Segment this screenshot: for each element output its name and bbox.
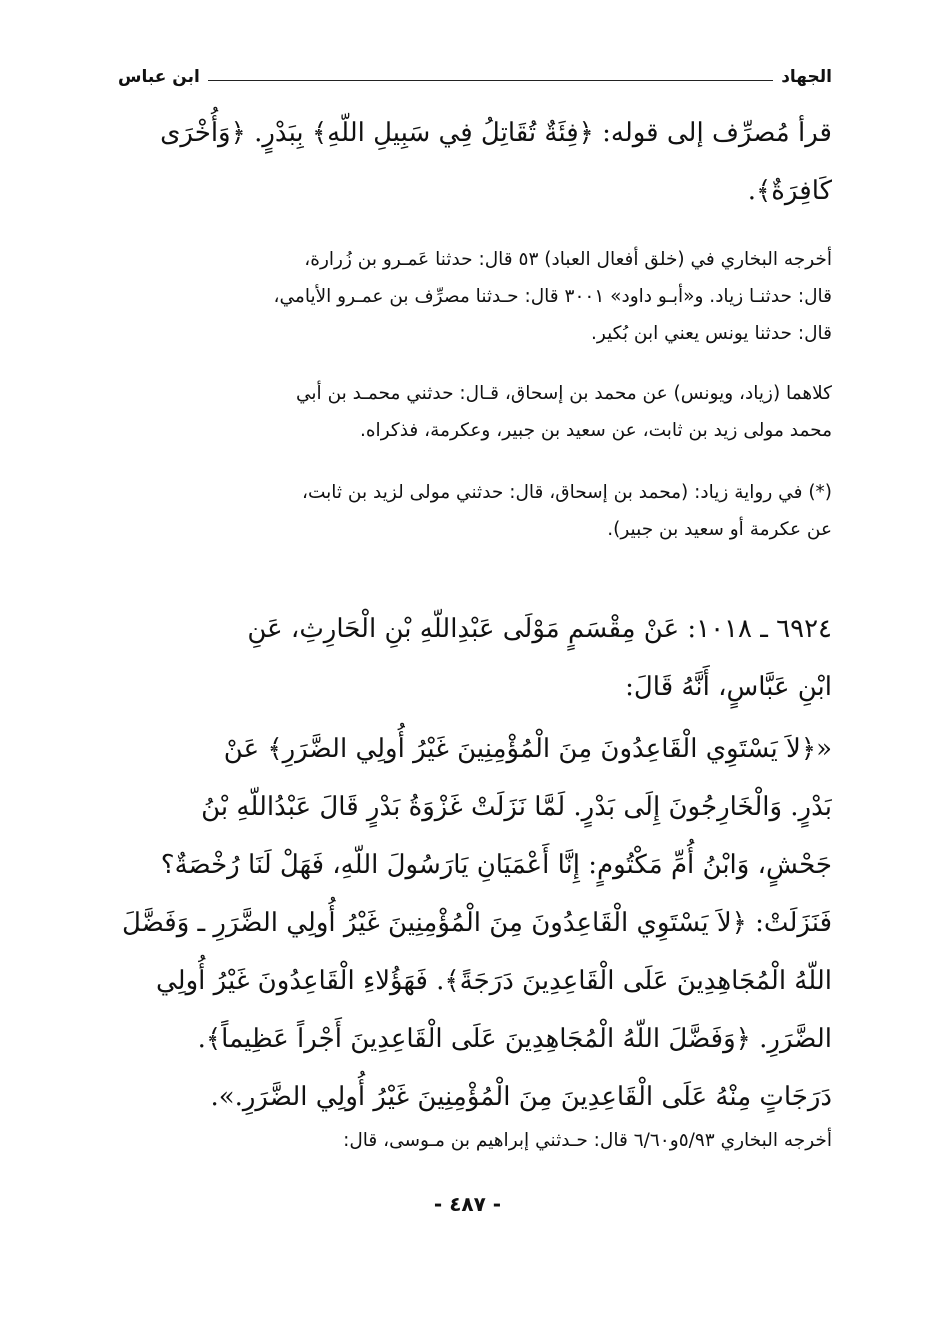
hadith-intro-line: ابْنِ عَبَّاسٍ، أَنَّهُ قَالَ: [625, 672, 832, 702]
footnote-line: عن عكرمة أو سعيد بن جبير). [607, 519, 832, 540]
footnote-line: (*) في رواية زياد: (محمد بن إسحاق، قال: حدثني مولى لزيد بن ثابت، [301, 482, 832, 503]
footnote-line: محمد مولى زيد بن ثابت، عن سعيد بن جبير، وعكرمة، فذكراه. [359, 420, 832, 441]
footnote-line: أخرجه البخاري في (خلق أفعال العباد) ٥٣ قال: حدثنا عَمـرو بن زُرارة، [304, 249, 832, 270]
footnote-riwaya [118, 474, 832, 548]
footnote-takhrij-1 [118, 241, 832, 352]
hadith-body-line: دَرَجَاتٍ مِنْهُ عَلَى الْقَاعِدِينَ مِنَ الْمُؤْمِنِينَ غَيْرُ أُولِي الضَّرَرِ.». [210, 1082, 832, 1112]
footnote-line: قال: حدثنـا زياد. و«أبـو داود» ٣٠٠١ قال: حـدثنا مصرِّف بن عمـرو الأيامي، [273, 286, 832, 307]
running-header [118, 62, 832, 92]
hadith-body-line: «﴿لاَ يَسْتَوِي الْقَاعِدُونَ مِنَ الْمُؤْمِنِينَ غَيْرُ أُولِي الضَّرَرِ﴾ عَنْ [223, 734, 832, 764]
page-number: - ٤٨٧ - [433, 1192, 502, 1216]
hadith-body-line: فَنَزَلَتْ: ﴿لاَ يَسْتَوِي الْقَاعِدُونَ مِنَ الْمُؤْمِنِينَ غَيْرُ أُولِي الضَّرَرِ ـ وَفَضَّلَ [122, 908, 832, 938]
hadith-body-line: بَدْرٍ. وَالْخَارِجُونَ إِلَى بَدْرٍ. لَمَّا نَزَلَتْ غَزْوَةُ بَدْرٍ قَالَ عَبْدُاللّهِ بْنُ [201, 792, 832, 822]
hadith-body-line: جَحْشٍ، وَابْنُ أُمِّ مَكْتُومٍ: إِنَّا أَعْمَيَانِ يَارَسُولَ اللّهِ، فَهَلْ لَنَا رُخْصَةٌ؟ [160, 850, 832, 880]
footnote-line: كلاهما (زياد، ويونس) عن محمد بن إسحاق، قـال: حدثني محمـد بن أبي [295, 383, 832, 404]
top-text [118, 104, 832, 220]
hadith-body-line: الضَّرَرِ. ﴿وَفَضَّلَ اللّهُ الْمُجَاهِدِينَ عَلَى الْقَاعِدِينَ أَجْراً عَظِيماً﴾. [197, 1024, 832, 1054]
top-text-line: كَافِرَةٌ﴾. [747, 176, 832, 206]
footnote-line: قال: حدثنا يونس يعني ابن بُكير. [591, 323, 832, 344]
footnote-takhrij-2 [118, 375, 832, 449]
footnote-takhrij-3 [118, 1122, 832, 1159]
hadith-body [118, 720, 832, 1126]
chapter-title: الجهاد [781, 67, 832, 87]
hadith-body-line: اللّهُ الْمُجَاهِدِينَ عَلَى الْقَاعِدِينَ دَرَجَةً﴾. فَهَؤُلاءِ الْقَاعِدُونَ غَيْرُ أُولِي [155, 966, 832, 996]
narrator-name: ابن عباس [118, 67, 200, 87]
hadith-intro [118, 600, 832, 716]
top-text-line: قرأ مُصرِّف إلى قوله: ﴿فِئَةٌ تُقَاتِلُ فِي سَبِيلِ اللّهِ﴾ بِبَدْرٍ. ﴿وَأُخْرَى [160, 118, 832, 148]
footnote-line: أخرجه البخاري ٥/٩٣و٦/٦٠ قال: حـدثني إبراهيم بن مـوسى، قال: [343, 1130, 832, 1151]
header-rule [208, 80, 773, 81]
hadith-intro-line: ٦٩٢٤ ـ ١٠١٨: عَنْ مِقْسَمٍ مَوْلَى عَبْدِاللّهِ بْنِ الْحَارِثِ، عَنِ [247, 614, 832, 644]
